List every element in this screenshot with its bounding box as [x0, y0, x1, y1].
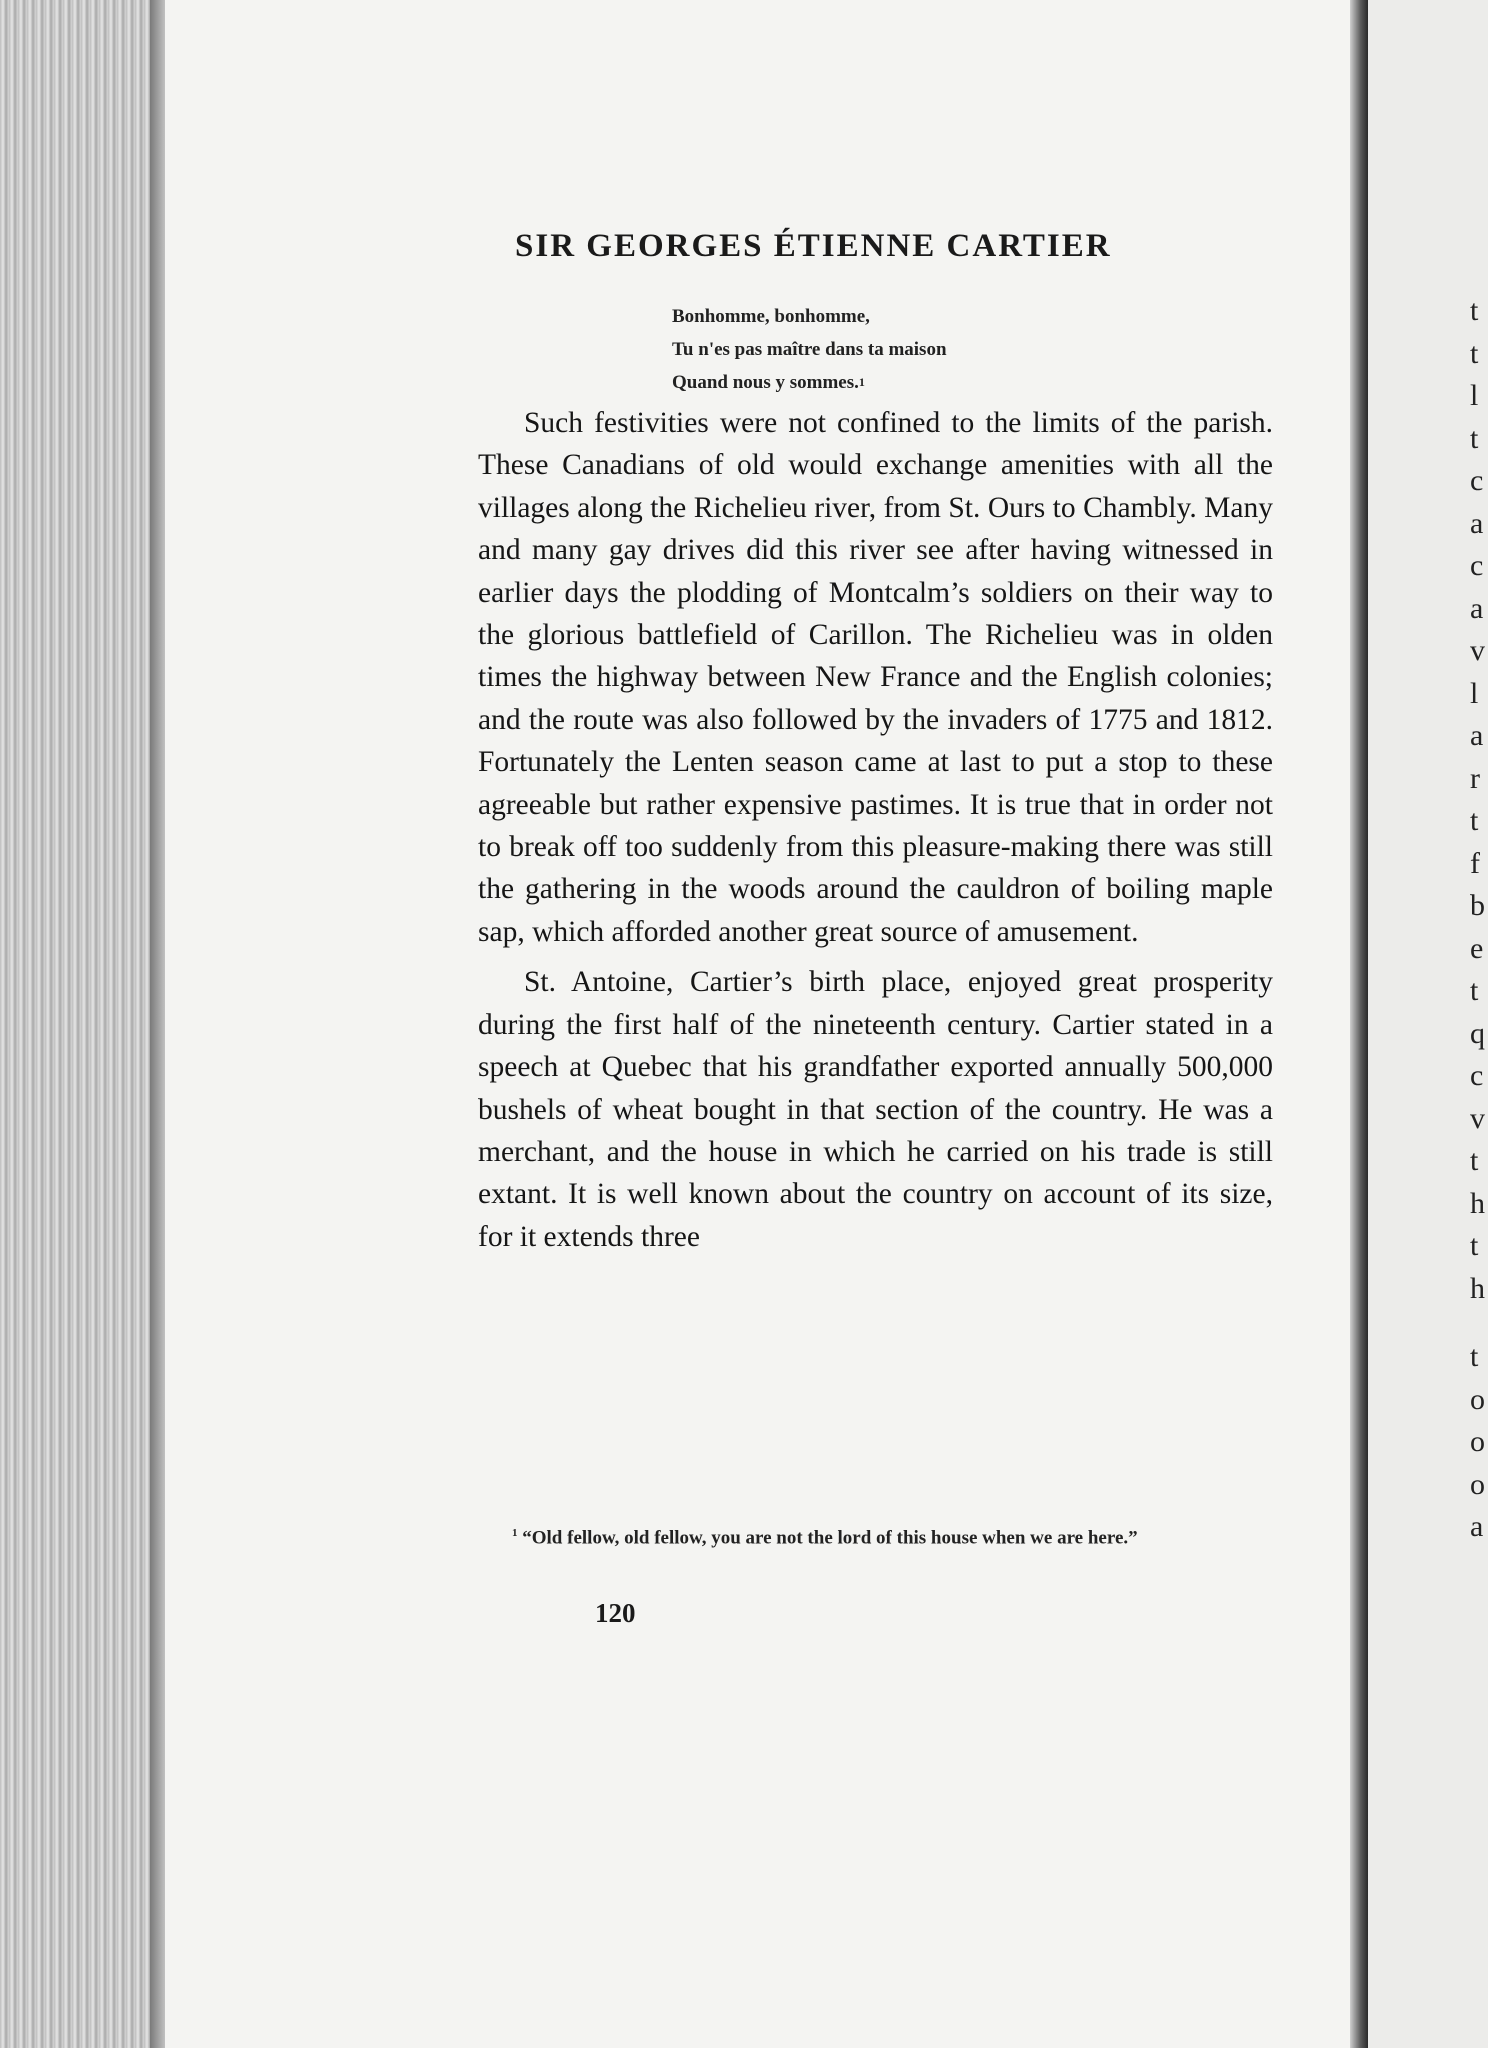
page-number: 120	[595, 1598, 636, 1628]
facing-page-line-start: a	[1470, 506, 1484, 540]
body-text	[478, 402, 1273, 1258]
verse-block	[672, 300, 1192, 399]
facing-page-line-start: t	[1470, 1229, 1479, 1262]
facing-page-line-start: c	[1470, 464, 1484, 497]
facing-page-line-start: c	[1470, 1059, 1484, 1092]
facing-page-line-start: v	[1470, 634, 1485, 667]
facing-page-line-start: v	[1470, 1101, 1485, 1135]
facing-page-line-start: f	[1470, 846, 1480, 880]
facing-page-line-start: o	[1470, 1467, 1485, 1501]
footnote-text: “Old fellow, old fellow, you are not the lord of this house when we are here.”	[522, 1527, 1138, 1549]
footnote	[490, 1518, 1280, 1553]
facing-page-line-start: t	[1470, 421, 1479, 455]
facing-page-line-start: l	[1470, 676, 1479, 710]
facing-page-line-start: l	[1470, 379, 1479, 412]
footnote-reference: 1	[858, 375, 865, 389]
footnote-marker: 1	[512, 1527, 518, 1539]
facing-page-line-start: a	[1470, 591, 1484, 625]
verse-line: Quand nous y sommes.$^1$	[672, 372, 865, 393]
facing-page-line-start: q	[1470, 1016, 1485, 1050]
paragraph: St. Antoine, Cartier’s birth place, enjoyed great prosperity during the first half of the nineteenth century. Cartier stated in a speech at Quebec that his grandfather exported annually 500,000 bushels of wheat bought in that section of the country. He was a merchant, and the house in which he carried on his trade is still extant. It is well known about the country on account of its size, for it extends three	[478, 966, 1273, 1253]
facing-page-line-start: a	[1470, 719, 1484, 752]
verse-line: Bonhomme, bonhomme,	[672, 306, 870, 327]
facing-page-line-start: e	[1470, 931, 1484, 965]
facing-page-line-start: c	[1470, 549, 1484, 582]
facing-page-line-start: t	[1470, 1340, 1479, 1373]
facing-page-line-start: r	[1470, 761, 1480, 795]
facing-page-line-start: o	[1470, 1425, 1485, 1458]
facing-page-line-start: h	[1470, 1271, 1485, 1305]
facing-page-line-start: o	[1470, 1382, 1485, 1416]
facing-page-line-start: a	[1470, 1510, 1484, 1543]
facing-page-line-start: t	[1470, 294, 1479, 327]
book-gutter	[1350, 0, 1368, 2048]
facing-page-line-fragments	[1470, 290, 1488, 1549]
paragraph: Such festivities were not confined to the limits of the parish. These Canadians of old would exchange amenities with all the villages along the Richelieu river, from St. Ours to Chambly. Many and many gay drives did this river see after having witnessed in earlier days the plodding of Montcalm’s soldiers on their way to the glorious battlefield of Carillon. The Richelieu was in olden times the highway between New France and the English colonies; and the route was also followed by the invaders of 1775 and 1812. Fortunately the Lenten season came at last to put a stop to these agreeable but rather expensive pastimes. It is true that in order not to break off too suddenly from this pleasure-making there was still the gathering in the woods around the cauldron of boiling maple sap, which afforded another great source of amusement.	[478, 407, 1273, 948]
facing-page-line-start: b	[1470, 889, 1485, 922]
verse-line: Tu n'es pas maître dans ta maison	[672, 339, 947, 360]
running-title: SIR GEORGES ÉTIENNE CARTIER	[515, 228, 1112, 264]
facing-page-line-start: t	[1470, 336, 1479, 370]
facing-page-line-start	[1470, 1310, 1488, 1336]
facing-page-line-start: h	[1470, 1186, 1485, 1220]
facing-page-line-start: t	[1470, 1144, 1479, 1177]
facing-page-line-start: t	[1470, 974, 1479, 1007]
book-page-edges	[0, 0, 160, 2048]
facing-page-line-start: t	[1470, 804, 1479, 837]
